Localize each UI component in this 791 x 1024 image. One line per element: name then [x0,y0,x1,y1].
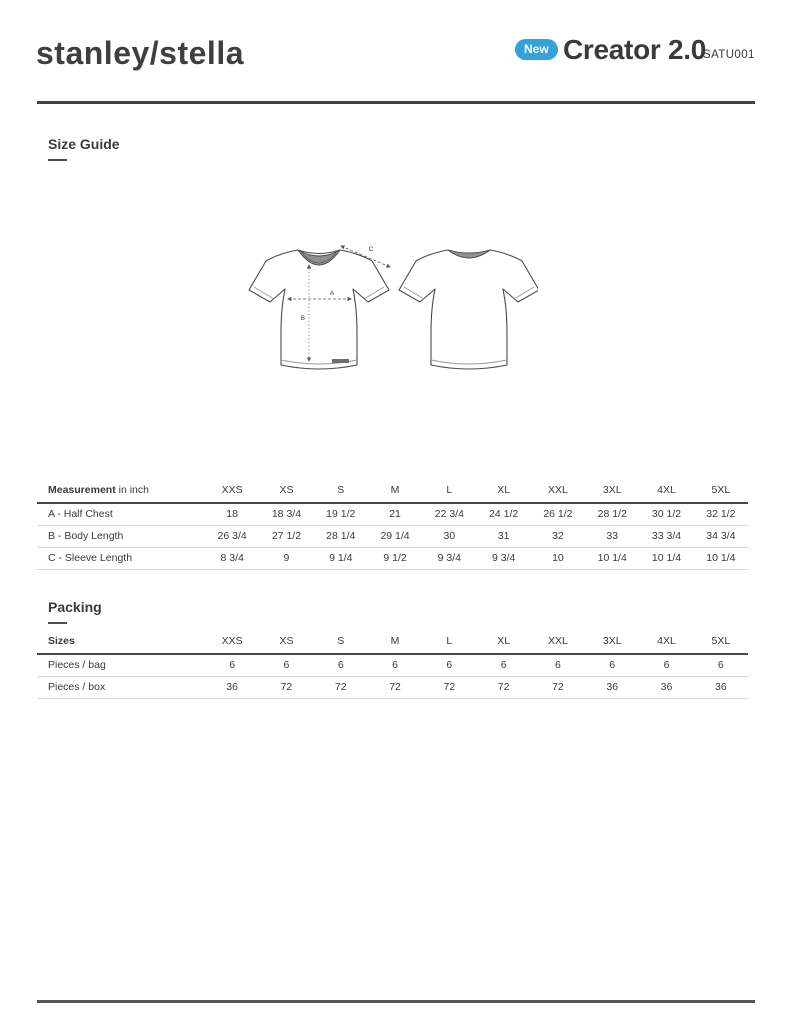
value-cell: 36 [694,677,748,699]
value-cell: 6 [259,654,313,677]
value-cell: 28 1/4 [314,526,368,548]
measure-label-b: B [300,315,305,322]
value-cell: 10 1/4 [585,548,639,570]
size-column-header: XXS [205,481,259,503]
packing-header-row [37,632,748,654]
table-row [37,526,748,548]
product-code: SATU001 [703,49,755,61]
size-column-header: XXL [531,632,585,654]
size-column-header: 5XL [694,632,748,654]
tshirt-measurement-diagram [246,240,538,388]
value-cell: 72 [476,677,530,699]
size-column-header: XL [476,632,530,654]
value-cell: 9 1/4 [314,548,368,570]
size-column-header: M [368,481,422,503]
value-cell: 32 1/2 [694,503,748,526]
value-cell: 29 1/4 [368,526,422,548]
value-cell: 72 [422,677,476,699]
value-cell: 6 [205,654,259,677]
value-cell: 9 [259,548,313,570]
measure-label-c: C [368,246,374,253]
row-label: Pieces / box [37,677,205,699]
value-cell: 36 [585,677,639,699]
row-label: C - Sleeve Length [37,548,205,570]
size-guide-title: Size Guide [48,136,120,152]
measure-label-a: A [329,290,335,297]
value-cell: 30 1/2 [639,503,693,526]
value-cell: 10 1/4 [639,548,693,570]
value-cell: 33 3/4 [639,526,693,548]
value-cell: 33 [585,526,639,548]
table-row [37,677,748,699]
value-cell: 10 1/4 [694,548,748,570]
value-cell: 6 [585,654,639,677]
value-cell: 6 [422,654,476,677]
header-divider [37,101,755,104]
table-row [37,654,748,677]
measurement-header-label: Measurement in inch [37,481,205,503]
size-column-header: S [314,481,368,503]
value-cell: 31 [476,526,530,548]
value-cell: 8 3/4 [205,548,259,570]
value-cell: 21 [368,503,422,526]
size-column-header: 5XL [694,481,748,503]
size-column-header: 3XL [585,632,639,654]
measurement-header-row [37,481,748,503]
product-name: Creator 2.0 [563,34,706,65]
table-row [37,548,748,570]
value-cell: 18 3/4 [259,503,313,526]
value-cell: 32 [531,526,585,548]
size-column-header: 4XL [639,632,693,654]
size-column-header: XS [259,632,313,654]
packing-title-underline [48,622,67,624]
value-cell: 72 [314,677,368,699]
value-cell: 6 [476,654,530,677]
size-column-header: S [314,632,368,654]
size-column-header: 4XL [639,481,693,503]
size-column-header: XL [476,481,530,503]
row-label: Pieces / bag [37,654,205,677]
size-column-header: XXL [531,481,585,503]
size-column-header: M [368,632,422,654]
hem-label-patch [332,359,349,363]
value-cell: 6 [694,654,748,677]
value-cell: 9 3/4 [476,548,530,570]
value-cell: 6 [314,654,368,677]
table-row [37,503,748,526]
value-cell: 6 [531,654,585,677]
value-cell: 6 [368,654,422,677]
value-cell: 10 [531,548,585,570]
value-cell: 27 1/2 [259,526,313,548]
measurement-table [37,481,748,570]
value-cell: 24 1/2 [476,503,530,526]
row-label: A - Half Chest [37,503,205,526]
footer-divider [37,1000,755,1003]
value-cell: 72 [368,677,422,699]
new-badge: New [515,39,558,60]
value-cell: 19 1/2 [314,503,368,526]
packing-header-label: Sizes [37,632,205,654]
value-cell: 36 [205,677,259,699]
packing-table [37,632,748,699]
value-cell: 28 1/2 [585,503,639,526]
packing-title: Packing [48,599,102,615]
tshirt-back-view [399,250,538,369]
tshirt-front-view [249,246,390,369]
value-cell: 36 [639,677,693,699]
size-column-header: XXS [205,632,259,654]
value-cell: 9 1/2 [368,548,422,570]
size-column-header: XS [259,481,313,503]
value-cell: 26 1/2 [531,503,585,526]
size-column-header: L [422,481,476,503]
value-cell: 18 [205,503,259,526]
size-guide-title-underline [48,159,67,161]
value-cell: 72 [531,677,585,699]
brand-logo: stanley/stella [36,35,244,71]
value-cell: 9 3/4 [422,548,476,570]
value-cell: 6 [639,654,693,677]
value-cell: 22 3/4 [422,503,476,526]
value-cell: 26 3/4 [205,526,259,548]
row-label: B - Body Length [37,526,205,548]
value-cell: 34 3/4 [694,526,748,548]
size-column-header: 3XL [585,481,639,503]
value-cell: 30 [422,526,476,548]
size-column-header: L [422,632,476,654]
value-cell: 72 [259,677,313,699]
